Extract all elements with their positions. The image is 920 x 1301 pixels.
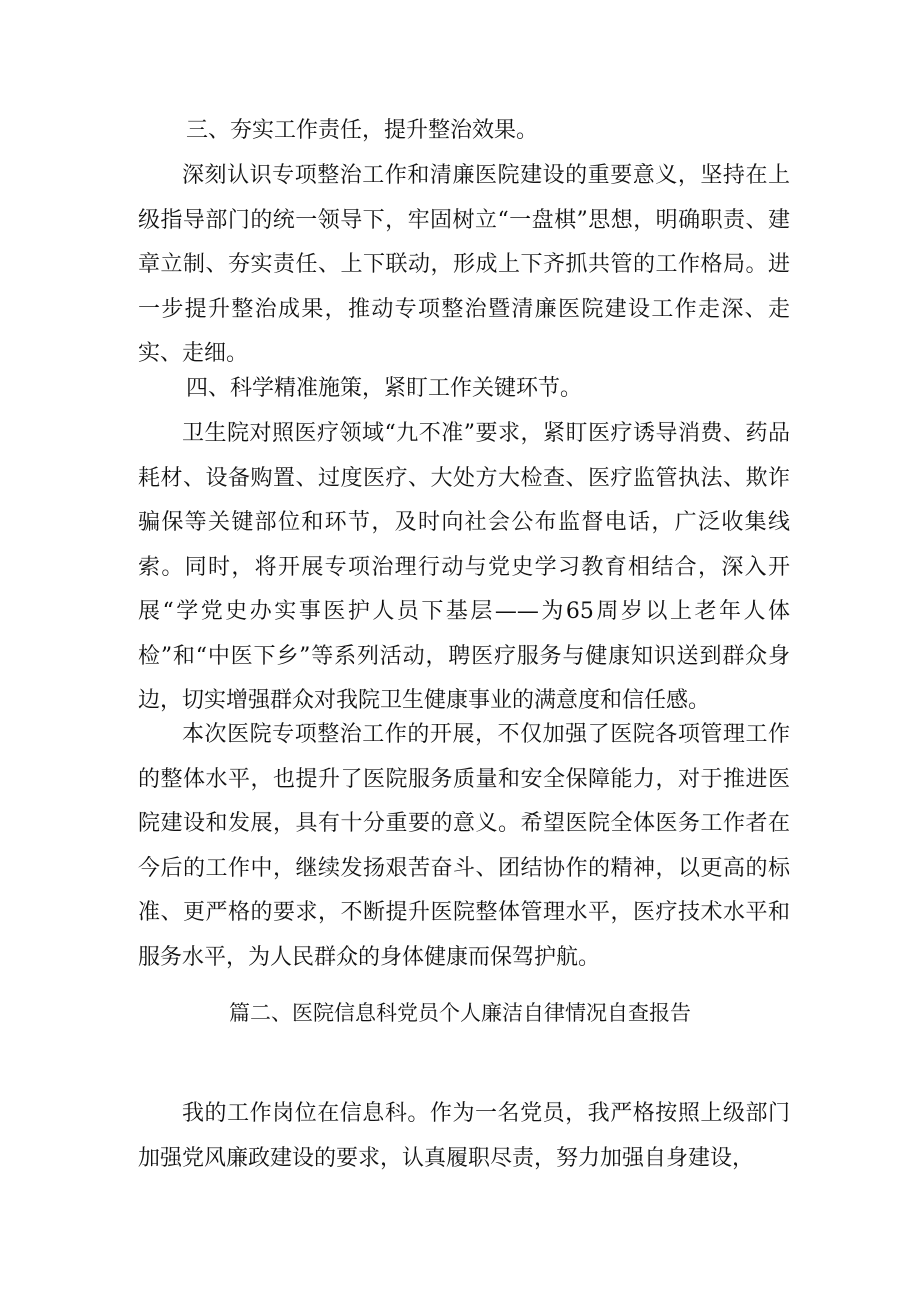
section-3-paragraph: 深刻认识专项整治工作和清廉医院建设的重要意义，坚持在上级指导部门的统一领导下，牢固树立“一盘棋”思想，明确职责、建章立制、夯实责任、上下联动，形成上下齐抓共管的工作格局。进一步提升整治成果，推动专项整治暨清廉医院建设工作走深、走实、走细。 [138, 163, 790, 366]
section-heading-3: 三、夯实工作责任，提升整治效果。 [186, 118, 539, 143]
part-2-paragraph: 我的工作岗位在信息科。作为一名党员，我严格按照上级部门加强党风廉政建设的要求，认真履职尽责，努力加强自身建设， [138, 1101, 790, 1171]
section-4-paragraph: 卫生院对照医疗领域“九不准”要求，紧盯医疗诱导消费、药品耗材、设备购置、过度医疗、大处方大检查、医疗监管执法、欺诈骗保等关键部位和环节，及时向社会公布监督电话，广泛收集线索。同时，将开展专项治理行动与党史学习教育相结合，深入开展“学党史办实事医护人员下基层——为65周岁以上老年人体检”和“中医下乡”等系列活动，聘医疗服务与健康知识送到群众身边，切实增强群众对我院卫生健康事业的满意度和信任感。 [138, 421, 790, 713]
conclusion-paragraph: 本次医院专项整治工作的开展，不仅加强了医院各项管理工作的整体水平，也提升了医院服务质量和安全保障能力，对于推进医院建设和发展，具有十分重要的意义。希望医院全体医务工作者在今后的工作中，继续发扬艰苦奋斗、团结协作的精神，以更高的标准、更严格的要求，不断提升医院整体管理水平，医疗技术水平和服务水平，为人民群众的身体健康而保驾护航。 [138, 722, 790, 970]
section-heading-4: 四、科学精准施策，紧盯工作关键环节。 [186, 376, 583, 401]
part-2-title: 篇二、医院信息科党员个人廉洁自律情况自查报告 [229, 1001, 691, 1025]
